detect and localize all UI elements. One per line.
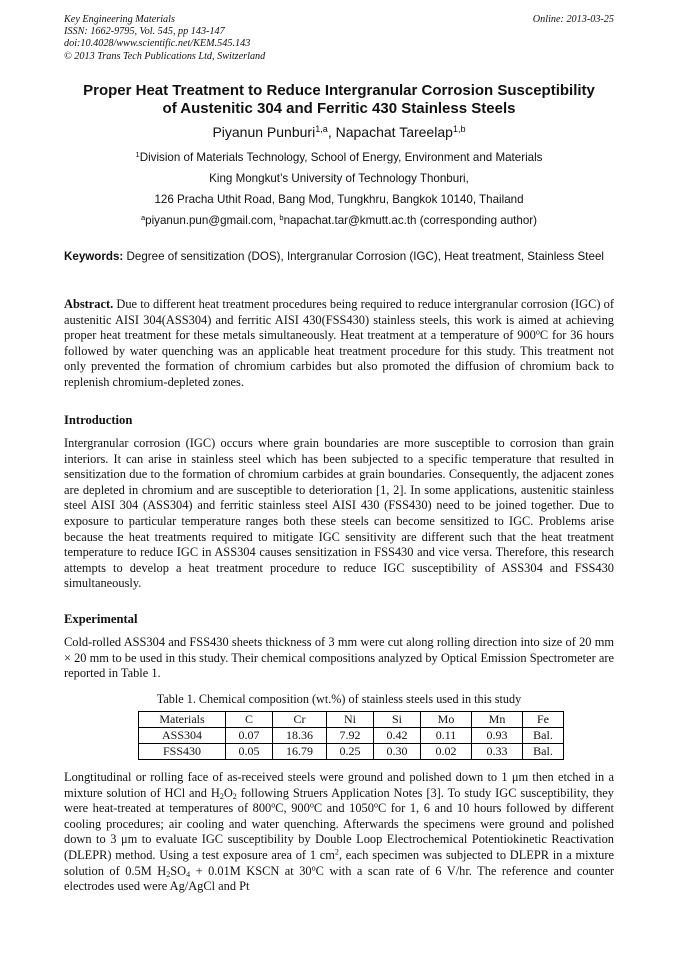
degree-sign: o (311, 863, 316, 873)
introduction-heading: Introduction (64, 413, 133, 427)
table-header-cell: Materials (139, 712, 226, 728)
doi-line: doi:10.4028/www.scientific.net/KEM.545.143 (64, 38, 251, 50)
table-cell: FSS430 (139, 744, 226, 760)
experimental-heading: Experimental (64, 612, 138, 626)
table-cell: Bal. (523, 728, 564, 744)
degree-sign: o (373, 800, 378, 810)
table-cell: Bal. (523, 744, 564, 760)
table-cell: 0.93 (472, 728, 523, 744)
authors (40, 124, 638, 140)
subscript: 2 (232, 791, 237, 801)
table-cell: ASS304 (139, 728, 226, 744)
experimental-para-2 (64, 770, 614, 895)
text-run: C, 900 (275, 801, 310, 816)
subscript: 4 (186, 869, 191, 879)
text-run: C for 1, 6 and 10 hours followed by different cooling procedures; air cooling and water quenching. Afterwards the specimens were ground and polished down to 3 μm to evaluate IGC susceptibility by Double Loop Electrochemical Potentiokinetic Reactivation (DLEPR) method. Using a test exposure area of 1 cm (64, 801, 615, 862)
introduction-text: Intergranular corrosion (IGC) occurs where grain boundaries are more susceptible to corrosion than grain interiors. It can arise in stainless steel which has been subjected to a specific temperature that resulted in sensitization due to the formation of chromium carbides at grain boundaries. Consequently, the adjacent zones are depleted in chromium and are susceptible to deterioration [1, 2]. In some applications, austenitic stainless steel AISI 304 (ASS304) and ferritic stainless steel AISI 430 (FSS430) need to be joined together. Due to exposure to particular temperature ranges both these steels can become sensitized to IGC. Problems arise because the heat treatments required to mitigate IGC sensitivity are different such that the heat treatment temperature to reduce IGC in ASS304 causes sensitization in FSS430 and vice versa. Therefore, this research attempts to develop a heat treatment procedure to reduce IGC susceptibility of ASS304 and FSS430 simultaneously. (64, 436, 614, 591)
text-run: following Struers Application Notes [3]. To study IGC susceptibility, they were heat-treated at temperatures of 800 (64, 785, 614, 816)
abstract-text-2: C for 36 hours followed by water quenching was an applicable heat treatment procedure for this study. This treatment not only prevented the formation of chromium carbides but also promoted the diffusion of chromium back to replenish chromium-depleted zones. (64, 328, 614, 389)
email-a-marker: a (140, 212, 146, 222)
author-separator: , (327, 124, 336, 140)
table-cell: 0.07 (226, 728, 273, 744)
subscript: 2 (219, 791, 224, 801)
affiliation-line-3: 126 Pracha Uthit Road, Bang Mod, Tungkhru, Bangkok 10140, Thailand (154, 193, 524, 206)
online-date: Online: 2013-03-25 (532, 14, 614, 25)
affiliation-text-1: Division of Materials Technology, School of Energy, Environment and Materials (139, 151, 543, 164)
copyright-line: © 2013 Trans Tech Publications Ltd, Switzerland (64, 50, 266, 62)
author-2: Napachat Tareelap (335, 124, 453, 140)
abstract (64, 297, 614, 391)
table-header-cell: Mo (421, 712, 472, 728)
degree-sign: o (271, 800, 276, 810)
journal-info (64, 14, 265, 63)
email-b: napachat.tar@kmutt.ac.th (corresponding author) (283, 214, 538, 227)
text-run: Longtitudinal or rolling face of as-received steels were ground and polished down to 1 μm then etched in a mixture solution of HCl and H (64, 770, 614, 800)
table-row (139, 744, 564, 760)
text-run: + 0.01M KSCN at 30 (190, 863, 312, 878)
keywords-text: Degree of sensitization (DOS), Intergranular Corrosion (IGC), Heat treatment, Stainless Steel (123, 250, 604, 263)
table-cell: 0.42 (374, 728, 421, 744)
abstract-label: Abstract. (64, 297, 114, 311)
table-header-cell: Mn (472, 712, 523, 728)
text-run: C with a scan rate of 6 V/hr. The reference and counter electrodes used were Ag/AgCl and Pt (64, 863, 615, 894)
table-header-cell: Ni (327, 712, 374, 728)
table-cell: 18.36 (273, 728, 327, 744)
subscript: 2 (166, 869, 171, 879)
table-cell: 0.25 (327, 744, 374, 760)
experimental-para-1: Cold-rolled ASS304 and FSS430 sheets thickness of 3 mm were cut along rolling direction into size of 20 mm × 20 mm to be used in this study. Their chemical compositions analyzed by Optical Emission Spectrometer are reported in Table 1. (64, 635, 614, 681)
table-cell: 0.02 (421, 744, 472, 760)
email-b-marker: b (279, 212, 284, 222)
table-1 (138, 711, 564, 760)
keywords (64, 250, 614, 265)
text-run: O (223, 785, 233, 800)
table-1-caption: Table 1. Chemical composition (wt.%) of stainless steels used in this study (156, 692, 522, 706)
degree-sign: o (535, 327, 540, 337)
table-header-row (139, 712, 564, 728)
title-line-1: Proper Heat Treatment to Reduce Intergranular Corrosion Susceptibility (83, 82, 595, 99)
title-line-2: of Austenitic 304 and Ferritic 430 Stainless Steels (162, 100, 516, 117)
table-header-cell: Si (374, 712, 421, 728)
table-row (139, 728, 564, 744)
text-run: SO (170, 863, 187, 878)
text-run: , each specimen was subjected to DLEPR in a mixture solution of 0.5M H (64, 847, 614, 878)
author-1-affil: 1,a (315, 124, 328, 134)
text-run: C and 1050 (313, 801, 374, 816)
table-header-cell: Fe (523, 712, 564, 728)
abstract-text-1: Due to different heat treatment procedures being required to reduce intergranular corrosion (IGC) of austenitic AISI 304(ASS304) and ferritic AISI 430(FSS430) stainless steels, this work is aimed at achieving proper heat treatment for these metals simultaneously. Heat treatment at a temperature of 900 (64, 297, 614, 343)
emails (40, 214, 638, 228)
table-cell: 0.11 (421, 728, 472, 744)
table-header-cell: Cr (273, 712, 327, 728)
author-2-affil: 1,b (452, 124, 466, 134)
table-cell: 7.92 (327, 728, 374, 744)
author-1: Piyanun Punburi (212, 124, 316, 140)
email-a: piyanun.pun@gmail.com, (145, 214, 280, 227)
table-cell: 0.05 (226, 744, 273, 760)
superscript: 2 (334, 847, 339, 857)
table-cell: 16.79 (273, 744, 327, 760)
journal-name: Key Engineering Materials (64, 14, 175, 25)
paper-title (40, 82, 638, 118)
degree-sign: o (309, 800, 314, 810)
affiliation-marker: 1 (135, 149, 140, 159)
issn-line: ISSN: 1662-9795, Vol. 545, pp 143-147 (64, 26, 225, 38)
table-cell: 0.33 (472, 744, 523, 760)
table-header-cell: C (226, 712, 273, 728)
keywords-label: Keywords: (64, 250, 124, 263)
affiliation-line-2: King Mongkut’s University of Technology Thonburi, (209, 172, 469, 185)
affiliation-line-1 (40, 151, 638, 165)
table-cell: 0.30 (374, 744, 421, 760)
